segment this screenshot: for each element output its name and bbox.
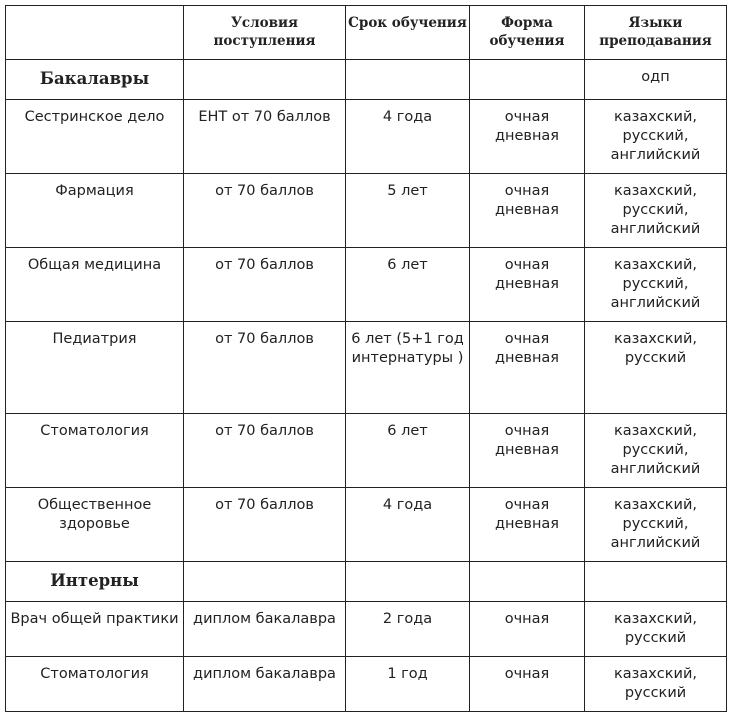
program-duration: 2 года (346, 602, 470, 657)
program-conditions: от 70 баллов (184, 322, 346, 414)
program-form: очная дневная (470, 174, 585, 248)
program-conditions: от 70 баллов (184, 488, 346, 562)
program-conditions: диплом бакалавра (184, 602, 346, 657)
section-title: Интерны (6, 562, 184, 602)
programs-table (5, 5, 727, 712)
program-form: очная дневная (470, 322, 585, 414)
section-row (6, 562, 727, 602)
program-form: очная (470, 602, 585, 657)
program-conditions: от 70 баллов (184, 414, 346, 488)
program-name: Педиатрия (6, 322, 184, 414)
header-row (6, 6, 727, 60)
header-form: Форма обучения (470, 6, 585, 60)
program-duration: 5 лет (346, 174, 470, 248)
program-duration: 6 лет (346, 248, 470, 322)
program-conditions: ЕНТ от 70 баллов (184, 100, 346, 174)
program-name: Стоматология (6, 657, 184, 712)
program-form: очная дневная (470, 414, 585, 488)
table-row (6, 248, 727, 322)
program-name: Стоматология (6, 414, 184, 488)
program-conditions: диплом бакалавра (184, 657, 346, 712)
program-conditions: от 70 баллов (184, 174, 346, 248)
header-duration: Срок обучения (346, 6, 470, 60)
program-name: Общая медицина (6, 248, 184, 322)
program-languages: казахский, русский, английский (585, 100, 727, 174)
program-conditions: от 70 баллов (184, 248, 346, 322)
section-title: Бакалавры (6, 60, 184, 100)
table-row (6, 100, 727, 174)
program-languages: казахский, русский, английский (585, 174, 727, 248)
program-duration: 4 года (346, 100, 470, 174)
program-languages: казахский, русский (585, 602, 727, 657)
table-row (6, 488, 727, 562)
section-note: одп (585, 60, 727, 100)
table-row (6, 414, 727, 488)
table-row (6, 602, 727, 657)
program-duration: 1 год (346, 657, 470, 712)
program-name: Врач общей практики (6, 602, 184, 657)
program-duration: 6 лет (346, 414, 470, 488)
program-name: Фармация (6, 174, 184, 248)
program-form: очная дневная (470, 488, 585, 562)
table-row (6, 657, 727, 712)
header-empty-cell (6, 6, 184, 60)
program-form: очная дневная (470, 248, 585, 322)
program-languages: казахский, русский, английский (585, 414, 727, 488)
section-row (6, 60, 727, 100)
program-languages: казахский, русский (585, 322, 727, 414)
program-form: очная дневная (470, 100, 585, 174)
program-name: Сестринское дело (6, 100, 184, 174)
table-row (6, 174, 727, 248)
program-duration: 6 лет (5+1 год интернатуры ) (346, 322, 470, 414)
table-row (6, 322, 727, 414)
program-languages: казахский, русский, английский (585, 248, 727, 322)
section-note (585, 562, 727, 602)
program-duration: 4 года (346, 488, 470, 562)
program-form: очная (470, 657, 585, 712)
program-languages: казахский, русский (585, 657, 727, 712)
header-languages: Языки преподавания (585, 6, 727, 60)
header-conditions: Условия поступления (184, 6, 346, 60)
program-languages: казахский, русский, английский (585, 488, 727, 562)
program-name: Общественное здоровье (6, 488, 184, 562)
